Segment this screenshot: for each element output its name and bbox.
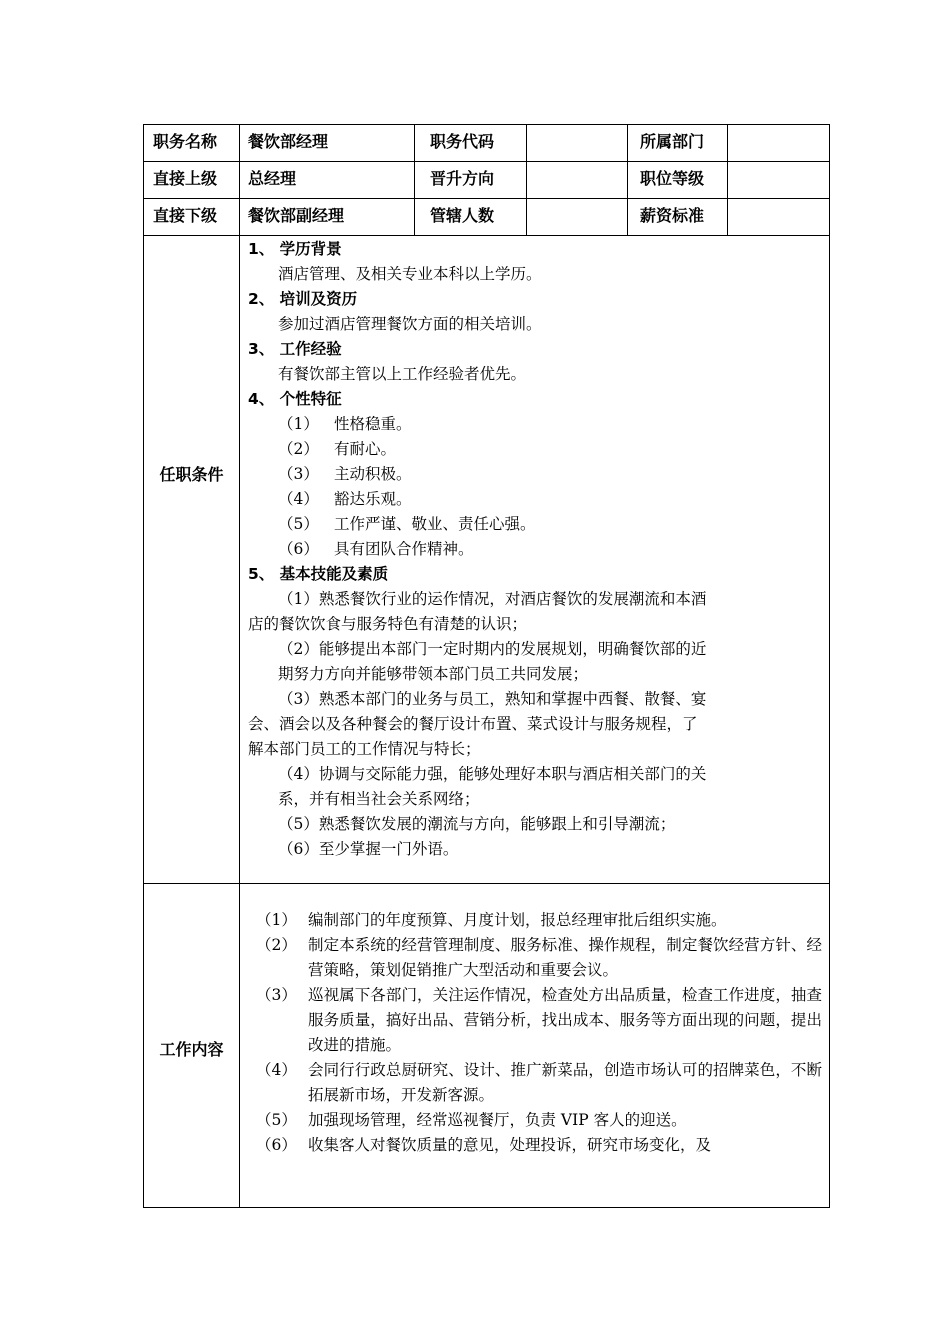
personality-item: （2） 有耐心。 — [278, 440, 397, 458]
job-description-table — [143, 124, 830, 1208]
personality-item: （3） 主动积极。 — [278, 465, 412, 483]
qual-education-heading: 1、 学历背景 — [248, 240, 342, 258]
skill-line: （3）熟悉本部门的业务与员工，熟知和掌握中西餐、散餐、宴 — [278, 690, 707, 708]
label-position-code: 职务代码 — [430, 132, 495, 151]
label-promotion-path: 晋升方向 — [430, 169, 495, 188]
label-job-grade: 职位等级 — [640, 169, 705, 188]
qual-skills-heading: 5、 基本技能及素质 — [248, 565, 389, 583]
duty-item: （6） 收集客人对餐饮质量的意见，处理投诉，研究市场变化，及 — [256, 1136, 712, 1154]
qual-training-heading: 2、 培训及资历 — [248, 290, 358, 308]
skill-line: （5）熟悉餐饮发展的潮流与方向，能够跟上和引导潮流； — [278, 815, 676, 833]
skill-line: （6）至少掌握一门外语。 — [278, 840, 459, 858]
value-position-name: 餐饮部经理 — [248, 132, 329, 151]
skill-line: 系，并有相当社会关系网络； — [278, 790, 480, 808]
duty-item: （1） 编制部门的年度预算、月度计划，报总经理审批后组织实施。 — [256, 911, 727, 929]
row-divider — [144, 235, 829, 236]
personality-item: （1） 性格稳重。 — [278, 415, 412, 433]
column-divider — [239, 125, 240, 1207]
skill-line: （4）协调与交际能力强，能够处理好本职与酒店相关部门的关 — [278, 765, 707, 783]
skill-line: （1）熟悉餐饮行业的运作情况，对酒店餐饮的发展潮流和本酒 — [278, 590, 707, 608]
label-position-name: 职务名称 — [153, 132, 218, 151]
duties-label: 工作内容 — [159, 1040, 224, 1059]
label-department: 所属部门 — [640, 132, 705, 151]
qual-training-text: 参加过酒店管理餐饮方面的相关培训。 — [278, 315, 542, 333]
label-direct-superior: 直接上级 — [153, 169, 218, 188]
skill-line: （2）能够提出本部门一定时期内的发展规划，明确餐饮部的近 — [278, 640, 707, 658]
duty-item: （5） 加强现场管理，经常巡视餐厅，负责 VIP 客人的迎送。 — [256, 1111, 687, 1129]
duty-item: （2） 制定本系统的经营管理制度、服务标准、操作规程，制定餐饮经营方针、经营策略，策划促销推广大型活动和重要会议。 — [256, 936, 822, 979]
column-divider — [727, 125, 728, 235]
qual-personality-heading: 4、 个性特征 — [248, 390, 342, 408]
duty-item: （4） 会同行行政总厨研究、设计、推广新菜品，创造市场认可的招牌菜色，不断拓展新市场，开发新客源。 — [256, 1061, 822, 1104]
qualifications-content — [248, 237, 823, 862]
personality-item: （4） 豁达乐观。 — [278, 490, 412, 508]
column-divider — [526, 125, 527, 235]
duties-content — [256, 908, 822, 1158]
row-divider — [144, 883, 829, 884]
qual-education-text: 酒店管理、及相关专业本科以上学历。 — [278, 265, 542, 283]
column-divider — [627, 125, 628, 235]
label-headcount: 管辖人数 — [430, 206, 495, 225]
personality-item: （6） 具有团队合作精神。 — [278, 540, 474, 558]
qualifications-label: 任职条件 — [159, 465, 224, 484]
qual-experience-heading: 3、 工作经验 — [248, 340, 342, 358]
personality-item: （5） 工作严谨、敬业、责任心强。 — [278, 515, 536, 533]
value-direct-subordinate: 餐饮部副经理 — [248, 206, 345, 225]
label-salary-standard: 薪资标准 — [640, 206, 705, 225]
value-direct-superior: 总经理 — [248, 169, 297, 188]
skill-line: 店的餐饮饮食与服务特色有清楚的认识； — [248, 615, 528, 633]
column-divider — [414, 125, 415, 235]
duty-item: （3） 巡视属下各部门，关注运作情况，检查处方出品质量，检查工作进度，抽查服务质量，搞好出品、营销分析，找出成本、服务等方面出现的问题，提出改进的措施。 — [256, 986, 822, 1054]
skill-line: 期努力方向并能够带领本部门员工共同发展； — [278, 665, 589, 683]
label-direct-subordinate: 直接下级 — [153, 206, 218, 225]
skill-line: 解本部门员工的工作情况与特长； — [248, 740, 481, 758]
skill-line: 会、酒会以及各种餐会的餐厅设计布置、菜式设计与服务规程，了 — [248, 715, 698, 733]
qual-experience-text: 有餐饮部主管以上工作经验者优先。 — [278, 365, 527, 383]
